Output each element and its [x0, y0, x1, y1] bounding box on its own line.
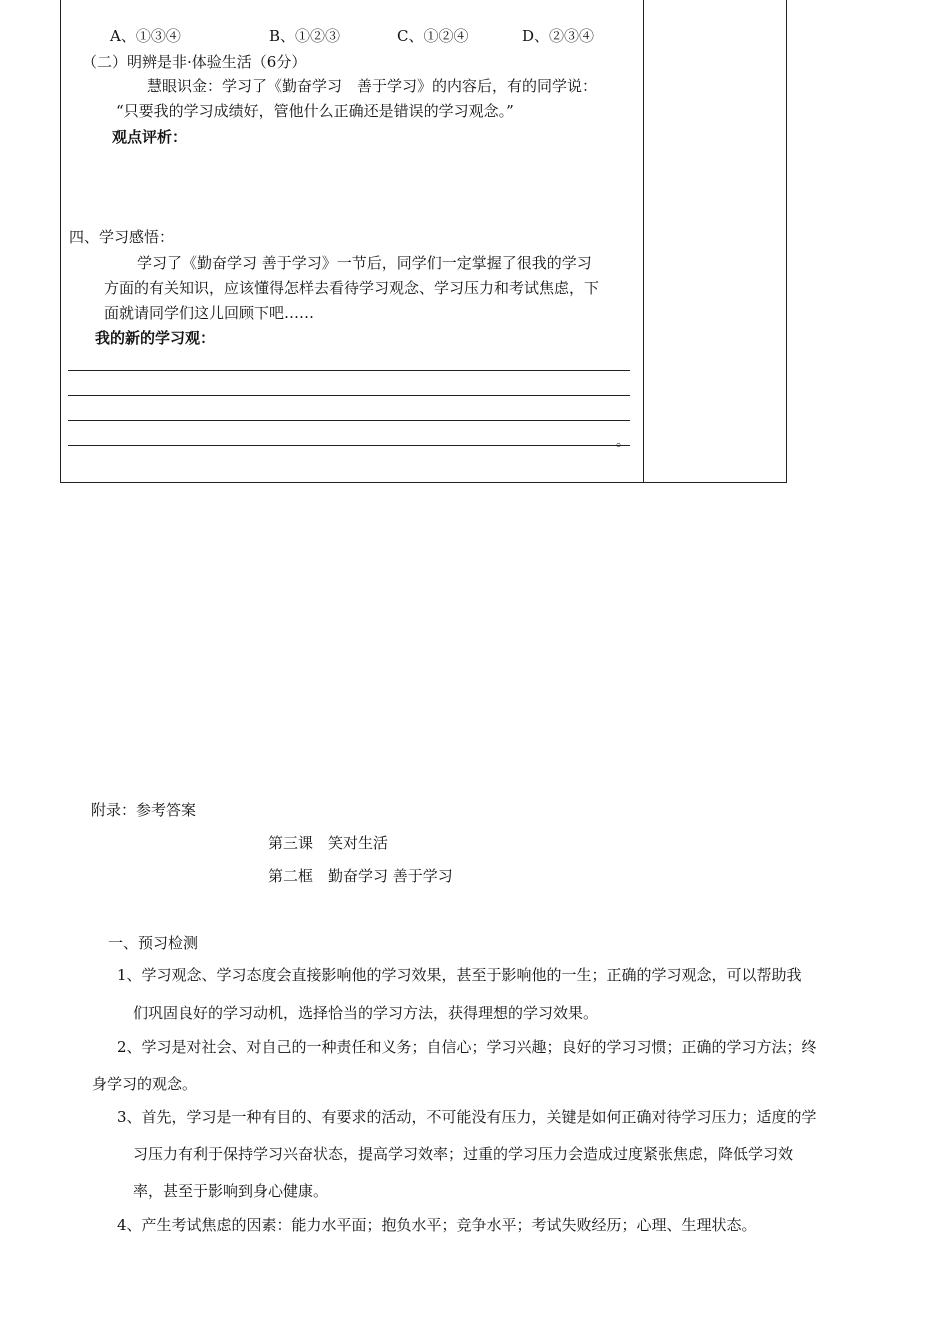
reflection-line-1: 学习了《勤奋学习 善于学习》一节后，同学们一定掌握了很我的学习	[137, 254, 592, 272]
option-b: B、①②③	[269, 27, 341, 45]
comment-label: 观点评析：	[112, 128, 188, 146]
answer-4-line-1: 4、产生考试焦虑的因素：能力水平面；抱负水平；竞争水平；考试失败经历；心理、生理状态。	[117, 1216, 757, 1234]
answer-2-line-1: 2、学习是对社会、对自己的一种责任和义务；自信心；学习兴趣；良好的学习习惯；正确的学习方法；终	[117, 1038, 817, 1056]
option-c: C、①②④	[397, 27, 469, 45]
end-mark: 。	[616, 434, 630, 450]
answer-1-line-2: 们巩固良好的学习动机，选择恰当的学习方法，获得理想的学习效果。	[133, 1004, 599, 1022]
answer-3-line-1: 3、首先，学习是一种有目的、有要求的活动，不可能没有压力，关键是如何正确对待学习压力；适度的学	[117, 1108, 817, 1126]
table-column-divider	[643, 0, 644, 483]
part2-title: （二）明辨是非·体验生活（6分）	[82, 53, 307, 71]
answer-line-2	[68, 395, 630, 396]
frame-title: 第二框 勤奋学习 善于学习	[268, 867, 453, 885]
option-d: D、②③④	[522, 27, 595, 45]
reflection-line-3: 面就请同学们这儿回顾下吧……	[104, 304, 315, 322]
prompt-line-2: “只要我的学习成绩好，管他什么正确还是错误的学习观念。”	[116, 102, 514, 120]
appendix-title: 附录：参考答案	[91, 801, 197, 819]
prompt-line-1: 慧眼识金：学习了《勤奋学习 善于学习》的内容后，有的同学说：	[147, 77, 598, 95]
answer-line-3	[68, 420, 630, 421]
answer-1-line-1: 1、学习观念、学习态度会直接影响他的学习效果，甚至于影响他的一生；正确的学习观念，可以帮助我	[117, 966, 802, 984]
answer-2-line-2: 身学习的观念。	[92, 1075, 198, 1093]
section-4-title: 四、学习感悟：	[69, 228, 175, 246]
reflection-line-2: 方面的有关知识，应该懂得怎样去看待学习观念、学习压力和考试焦虑，下	[104, 279, 600, 297]
section-1-title: 一、预习检测	[108, 934, 199, 952]
answer-3-line-3: 率，甚至于影响到身心健康。	[133, 1182, 329, 1200]
answer-line-4	[68, 445, 630, 446]
new-view-label: 我的新的学习观：	[95, 329, 216, 347]
option-a: A、①③④	[110, 27, 181, 45]
answer-3-line-2: 习压力有利于保持学习兴奋状态，提高学习效率；过重的学习压力会造成过度紧张焦虑，降低学习效	[133, 1145, 794, 1163]
lesson-title: 第三课 笑对生活	[268, 834, 389, 852]
answer-line-1	[68, 370, 630, 371]
